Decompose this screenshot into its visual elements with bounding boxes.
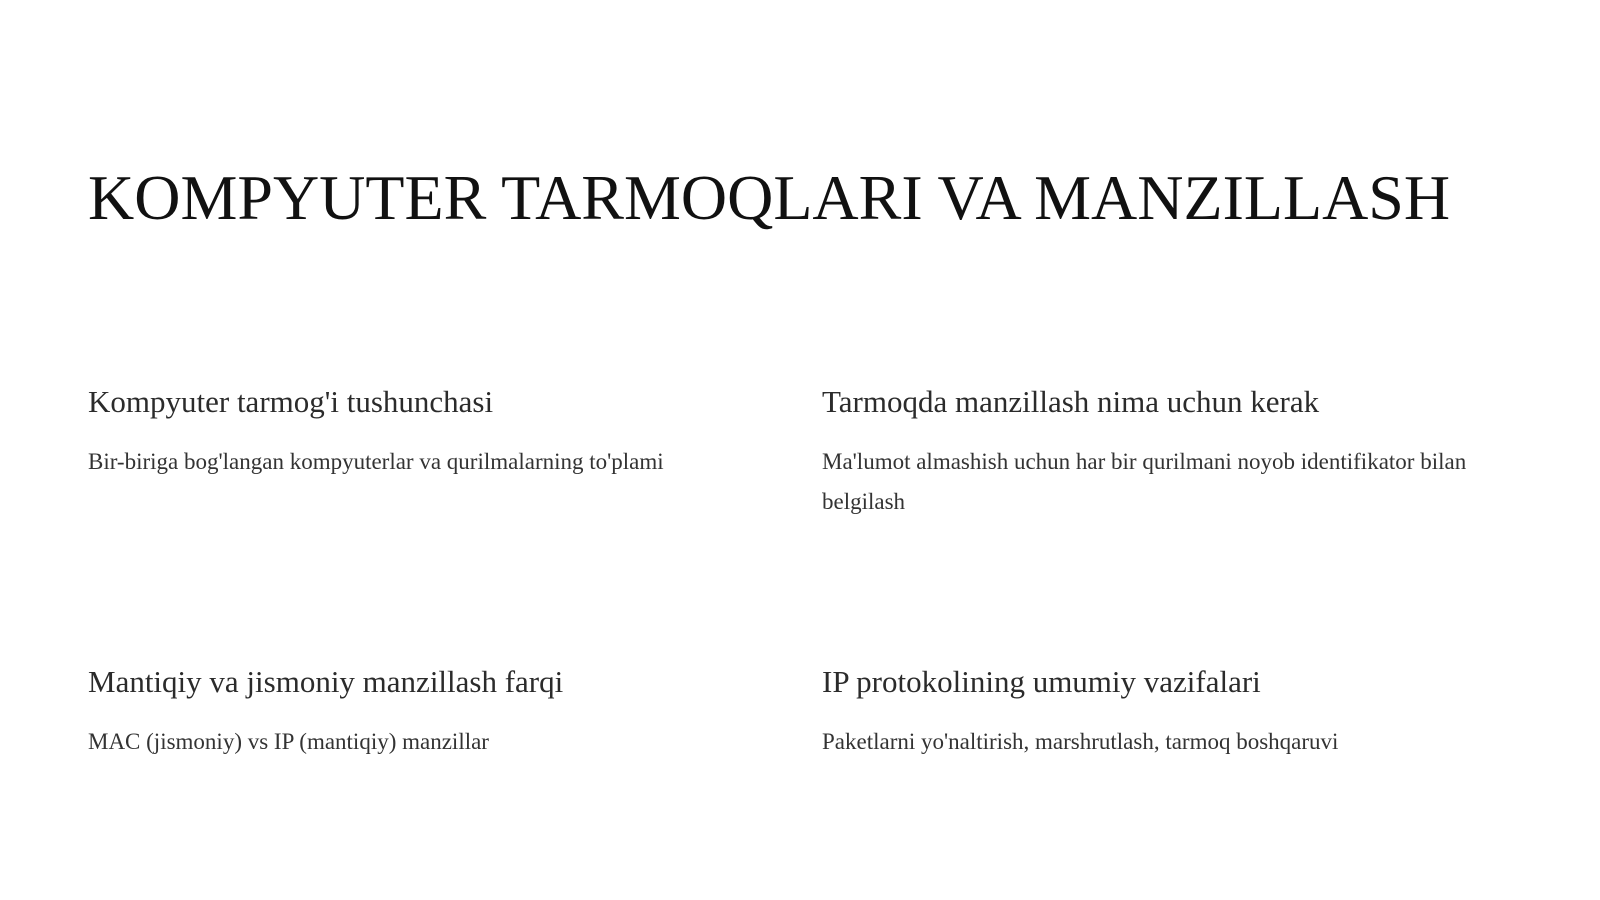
card-heading: IP protokolining umumiy vazifalari <box>822 664 1261 699</box>
card-body: Paketlarni yo'naltirish, marshrutlash, tarmoq boshqaruvi <box>822 729 1339 754</box>
card-ip-protocol-tasks <box>822 662 1522 762</box>
slide-title: KOMPYUTER TARMOQLARI VA MANZILLASH <box>88 162 1451 233</box>
card-body: Bir-biriga bog'langan kompyuterlar va qurilmalarning to'plami <box>88 449 664 474</box>
card-logical-vs-physical <box>88 662 788 762</box>
card-body: Ma'lumot almashish uchun har bir qurilmani noyob identifikator bilan belgilash <box>822 449 1467 514</box>
card-addressing-purpose <box>822 382 1522 522</box>
card-body: MAC (jismoniy) vs IP (mantiqiy) manzillar <box>88 729 489 754</box>
card-heading: Tarmoqda manzillash nima uchun kerak <box>822 384 1320 419</box>
card-network-concept <box>88 382 788 482</box>
card-heading: Kompyuter tarmog'i tushunchasi <box>88 384 494 419</box>
card-heading: Mantiqiy va jismoniy manzillash farqi <box>88 664 564 699</box>
